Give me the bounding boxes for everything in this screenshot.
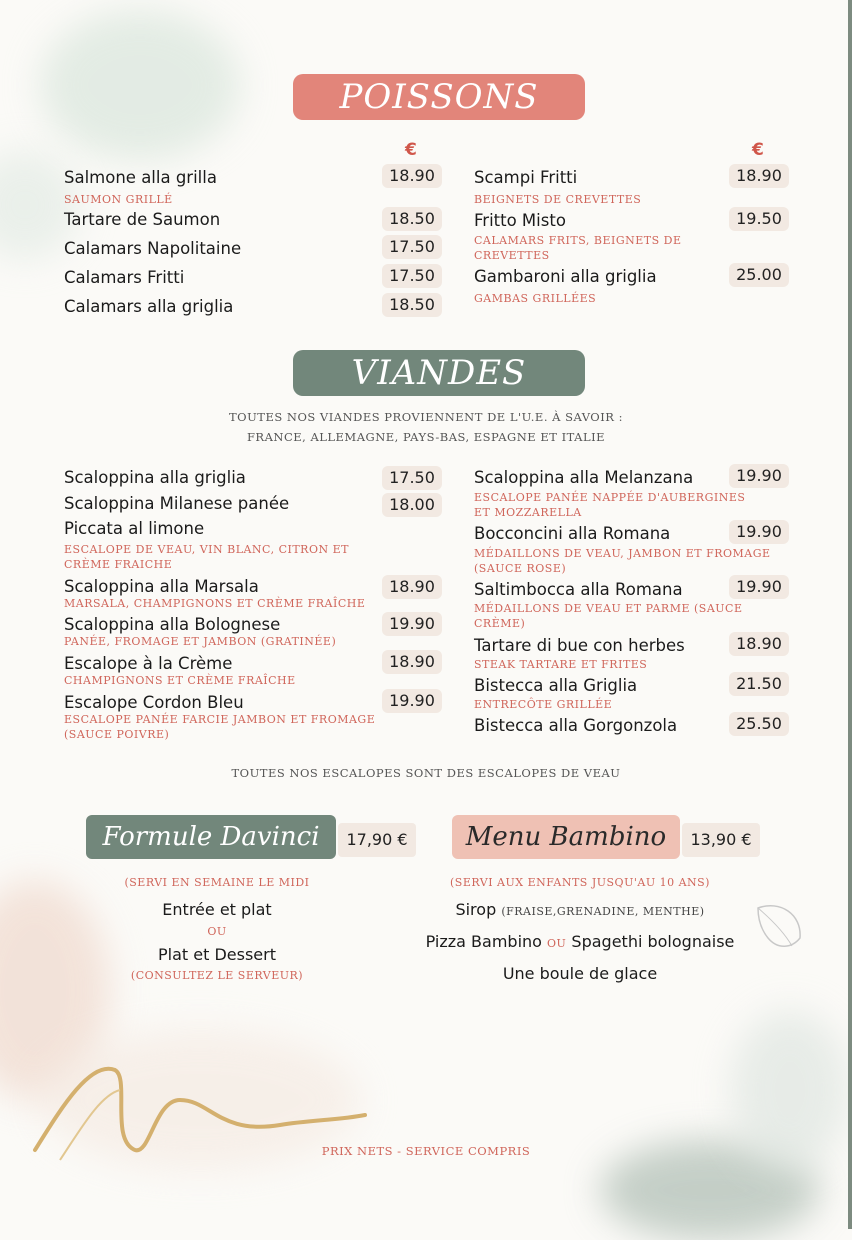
menu-item-name: Scaloppina Milanese panée: [64, 494, 290, 513]
menu-item-desc: ESCALOPE PANÉE NAPPÉE D'AUBERGINES ET MOZZARELLA: [474, 491, 746, 519]
bambino-sirop-line: [410, 900, 750, 919]
menu-item-name: Scaloppina alla Marsala: [64, 577, 259, 596]
leaf-sketch-icon: [752, 898, 808, 954]
menu-item-price: 18.90: [729, 164, 789, 188]
formule-option-2: Plat et Dessert: [158, 945, 276, 964]
currency-symbol-right: €: [752, 140, 764, 160]
menu-bambino-banner: Menu Bambino: [452, 815, 680, 859]
bambino-pizza: Pizza Bambino: [425, 932, 542, 951]
menu-item-price: 18.00: [382, 493, 442, 517]
menu-item-price: 17.50: [382, 466, 442, 490]
menu-item-name: Scaloppina alla Melanzana: [474, 468, 694, 487]
formule-ask-note: (CONSULTEZ LE SERVEUR): [130, 969, 304, 982]
menu-item-price: 18.50: [382, 207, 442, 231]
menu-item-desc: ESCALOPE PANÉE FARCIE JAMBON ET FROMAGE (SAUCE POIVRE): [64, 713, 376, 741]
menu-item-desc: SAUMON GRILLÉ: [64, 193, 173, 206]
menu-item-name: Calamars Fritti: [64, 268, 185, 287]
bambino-served-note: (SERVI AUX ENFANTS JUSQU'AU 10 ANS): [450, 876, 710, 889]
formule-option-1: Entrée et plat: [162, 900, 272, 919]
menu-item-desc: ENTRECÔTE GRILLÉE: [474, 698, 613, 711]
menu-item-desc: ESCALOPE DE VEAU, VIN BLANC, CITRON ET CRÈME FRAICHE: [64, 543, 349, 571]
menu-item-price: 19.90: [729, 575, 789, 599]
menu-item-desc: STEAK TARTARE ET FRITES: [474, 658, 648, 671]
formule-price: 17,90 €: [338, 823, 416, 857]
menu-item-desc: BEIGNETS DE CREVETTES: [474, 193, 642, 206]
formule-or: OU: [207, 925, 227, 938]
menu-item-name: Scaloppina alla griglia: [64, 468, 246, 487]
menu-item-price: 18.50: [382, 293, 442, 317]
menu-item-price: 18.90: [382, 164, 442, 188]
menu-item-name: Bistecca alla Gorgonzola: [474, 716, 678, 735]
origin-note-line1: TOUTES NOS VIANDES PROVIENNENT DE L'U.E. À SAVOIR :: [229, 410, 623, 424]
menu-item-name: Escalope à la Crème: [64, 654, 233, 673]
menu-item-name: Salmone alla grilla: [64, 168, 217, 187]
menu-item-name: Tartare di bue con herbes: [474, 636, 685, 655]
menu-item-price: 18.90: [382, 575, 442, 599]
menu-item-name: Tartare de Saumon: [64, 210, 221, 229]
menu-item-desc: MÉDAILLONS DE VEAU ET PARME (SAUCE CRÈME): [474, 602, 743, 630]
menu-item-name: Calamars Napolitaine: [64, 239, 242, 258]
bambino-price: 13,90 €: [682, 823, 760, 857]
menu-item-price: 19.50: [729, 207, 789, 231]
menu-item-name: Piccata al limone: [64, 519, 205, 538]
footer-note: PRIX NETS - SERVICE COMPRIS: [321, 1144, 531, 1158]
menu-item-desc: MARSALA, CHAMPIGNONS ET CRÈME FRAÎCHE: [64, 597, 366, 610]
formule-served-note: (SERVI EN SEMAINE LE MIDI: [124, 876, 310, 889]
menu-item-name: Scaloppina alla Bolognese: [64, 615, 281, 634]
menu-item-price: 17.50: [382, 264, 442, 288]
viandes-banner: VIANDES: [293, 350, 585, 396]
bambino-sirop: Sirop: [455, 900, 497, 919]
formule-davinci-banner: Formule Davinci: [86, 815, 336, 859]
bambino-dessert: Une boule de glace: [502, 964, 658, 983]
menu-item-name: Gambaroni alla griglia: [474, 267, 657, 286]
menu-item-price: 19.90: [382, 689, 442, 713]
bambino-or: OU: [547, 937, 567, 950]
menu-item-price: 17.50: [382, 235, 442, 259]
menu-item-price: 21.50: [729, 672, 789, 696]
menu-item-desc: CHAMPIGNONS ET CRÈME FRAÎCHE: [64, 674, 296, 687]
menu-item-name: Bocconcini alla Romana: [474, 524, 671, 543]
page-edge: [848, 0, 852, 1229]
menu-item-name: Saltimbocca alla Romana: [474, 580, 683, 599]
poissons-banner: POISSONS: [293, 74, 585, 120]
menu-item-name: Escalope Cordon Bleu: [64, 693, 244, 712]
bambino-main-line: [400, 932, 760, 951]
wash-top-left: [40, 10, 240, 160]
menu-item-price: 25.00: [729, 263, 789, 287]
bambino-spaghetti: Spagethi bolognaise: [571, 932, 735, 951]
menu-item-name: Scampi Fritti: [474, 168, 578, 187]
menu-item-name: Calamars alla griglia: [64, 297, 234, 316]
menu-item-desc: GAMBAS GRILLÉES: [474, 292, 597, 305]
menu-item-name: Fritto Misto: [474, 211, 566, 230]
menu-item-price: 19.90: [382, 612, 442, 636]
menu-item-desc: PANÉE, FROMAGE ET JAMBON (GRATINÉE): [64, 635, 337, 648]
veal-note: TOUTES NOS ESCALOPES SONT DES ESCALOPES DE VEAU: [231, 766, 621, 780]
menu-item-price: 19.90: [729, 464, 789, 488]
menu-item-price: 18.90: [382, 650, 442, 674]
menu-item-name: Bistecca alla Griglia: [474, 676, 638, 695]
menu-item-desc: CALAMARS FRITS, BEIGNETS DE CREVETTES: [474, 234, 682, 262]
menu-item-price: 19.90: [729, 520, 789, 544]
menu-item-desc: MÉDAILLONS DE VEAU, JAMBON ET FROMAGE (SAUCE ROSE): [474, 547, 771, 575]
menu-item-price: 18.90: [729, 632, 789, 656]
menu-item-price: 25.50: [729, 712, 789, 736]
bambino-sirop-flavours: (FRAISE,GRENADINE, MENTHE): [501, 905, 705, 918]
currency-symbol-left: €: [405, 140, 417, 160]
origin-note-line2: FRANCE, ALLEMAGNE, PAYS-BAS, ESPAGNE ET ITALIE: [246, 430, 606, 444]
